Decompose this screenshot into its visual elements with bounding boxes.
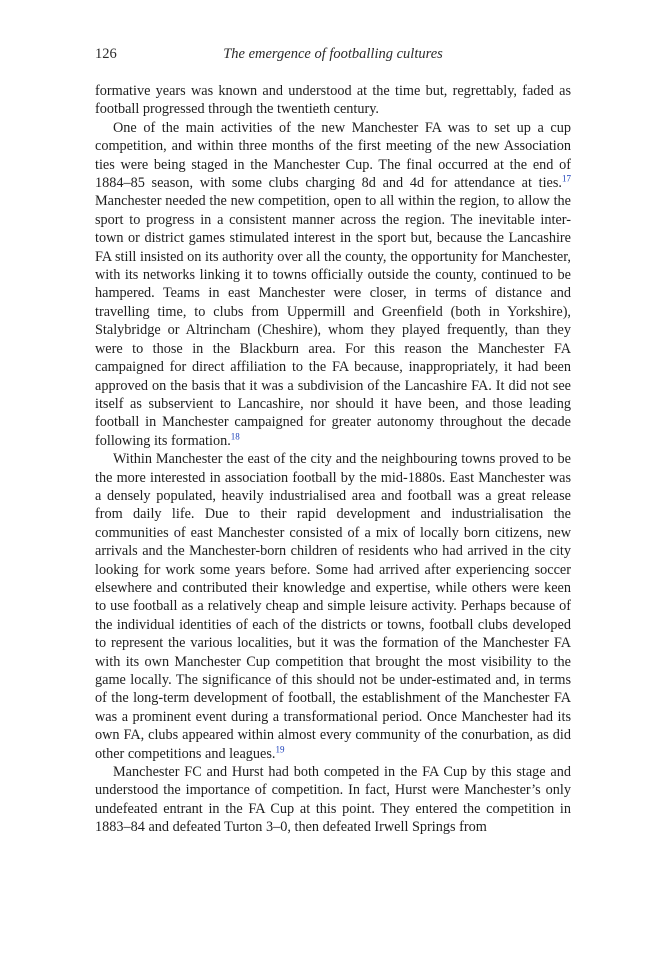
page-number: 126: [95, 46, 117, 62]
paragraph-4-text: Manchester FC and Hurst had both competed in the FA Cup by this stage and understood the importance of competition. In fact, Hurst were Manchester’s only undefeated entrant in the FA Cup at this point. They entered the competition in 1883–84 and defeated Turton 3–0, then defeated Irwell Springs from: [95, 764, 571, 836]
paragraph-4: [95, 763, 571, 837]
paragraph-3: [95, 450, 571, 763]
paragraph-2-text-a: One of the main activities of the new Manchester FA was to set up a cup competition, and within three months of the first meeting of the new Association ties were being staged in the Manchester Cup. The final occurred at the end of 1884–85 season, with some clubs charging 8d and 4d for attendance at ties.: [95, 119, 571, 192]
paragraph-1-text: formative years was known and understood at the time but, regrettably, faded as football progressed through the twentieth century.: [95, 83, 571, 118]
footnote-ref-18[interactable]: 18: [230, 430, 240, 441]
paragraph-2-text-b: Manchester needed the new competition, open to all within the region, to allow the sport to progress in a consistent manner across the region. The inevitable inter-town or district games stimulated interest in the sport but, because the Lancashire FA still insisted on its authority over all the county, the opportunity for Manchester, with its networks linking it to towns officially outside the county, continued to be hampered. Teams in east Manchester were closer, in terms of distance and travelling time, to clubs from Uppermill and Greenfield (both in Yorkshire), Stalybridge or Altrincham (Cheshire), whom they played frequently, than they were to those in the Blackburn area. For this reason the Manchester FA campaigned for direct affiliation to the FA because, inappropriately, it had been approved on the basis that it was a subdivision of the Lancashire FA. It did not see itself as subservient to Lancashire, nor should it have been, and those leading football in Manchester campaigned for greater autonomy throughout the decade following its formation.: [95, 193, 571, 449]
paragraph-1: [95, 82, 571, 119]
footnote-ref-17[interactable]: 17: [562, 173, 571, 184]
page-header: [95, 46, 571, 66]
paragraph-3-text: Within Manchester the east of the city and the neighbouring towns proved to be the more interested in association football by the mid-1880s. East Manchester was a densely populated, heavily industrialised area and football was a great release from daily life. Due to their rapid development and industrialisation the communities of east Manchester consisted of a mix of locally born citizens, new arrivals and the Manchester-born children of residents who had arrived in the city looking for work some years before. Some had arrived after experiencing soccer elsewhere and contributed their knowledge and expertise, while others were keen to use football as a relatively cheap and simple leisure activity. Perhaps because of the individual identities of each of the districts or towns, football clubs developed to represent the various localities, but it was the formation of the Manchester FA with its own Manchester Cup competition that brought the most visibility to the game locally. The significance of this should not be under-estimated and, in terms of the long-term development of football, the establishment of the Manchester FA was a prominent event during a transformational period. Once Manchester had its own FA, clubs appeared within almost every community of the conurbation, as did other competitions and leagues.: [95, 451, 571, 762]
body-text: [95, 82, 571, 837]
running-head: The emergence of footballing cultures: [223, 46, 443, 62]
footnote-ref-19[interactable]: 19: [275, 743, 285, 754]
paragraph-2: [95, 119, 571, 450]
